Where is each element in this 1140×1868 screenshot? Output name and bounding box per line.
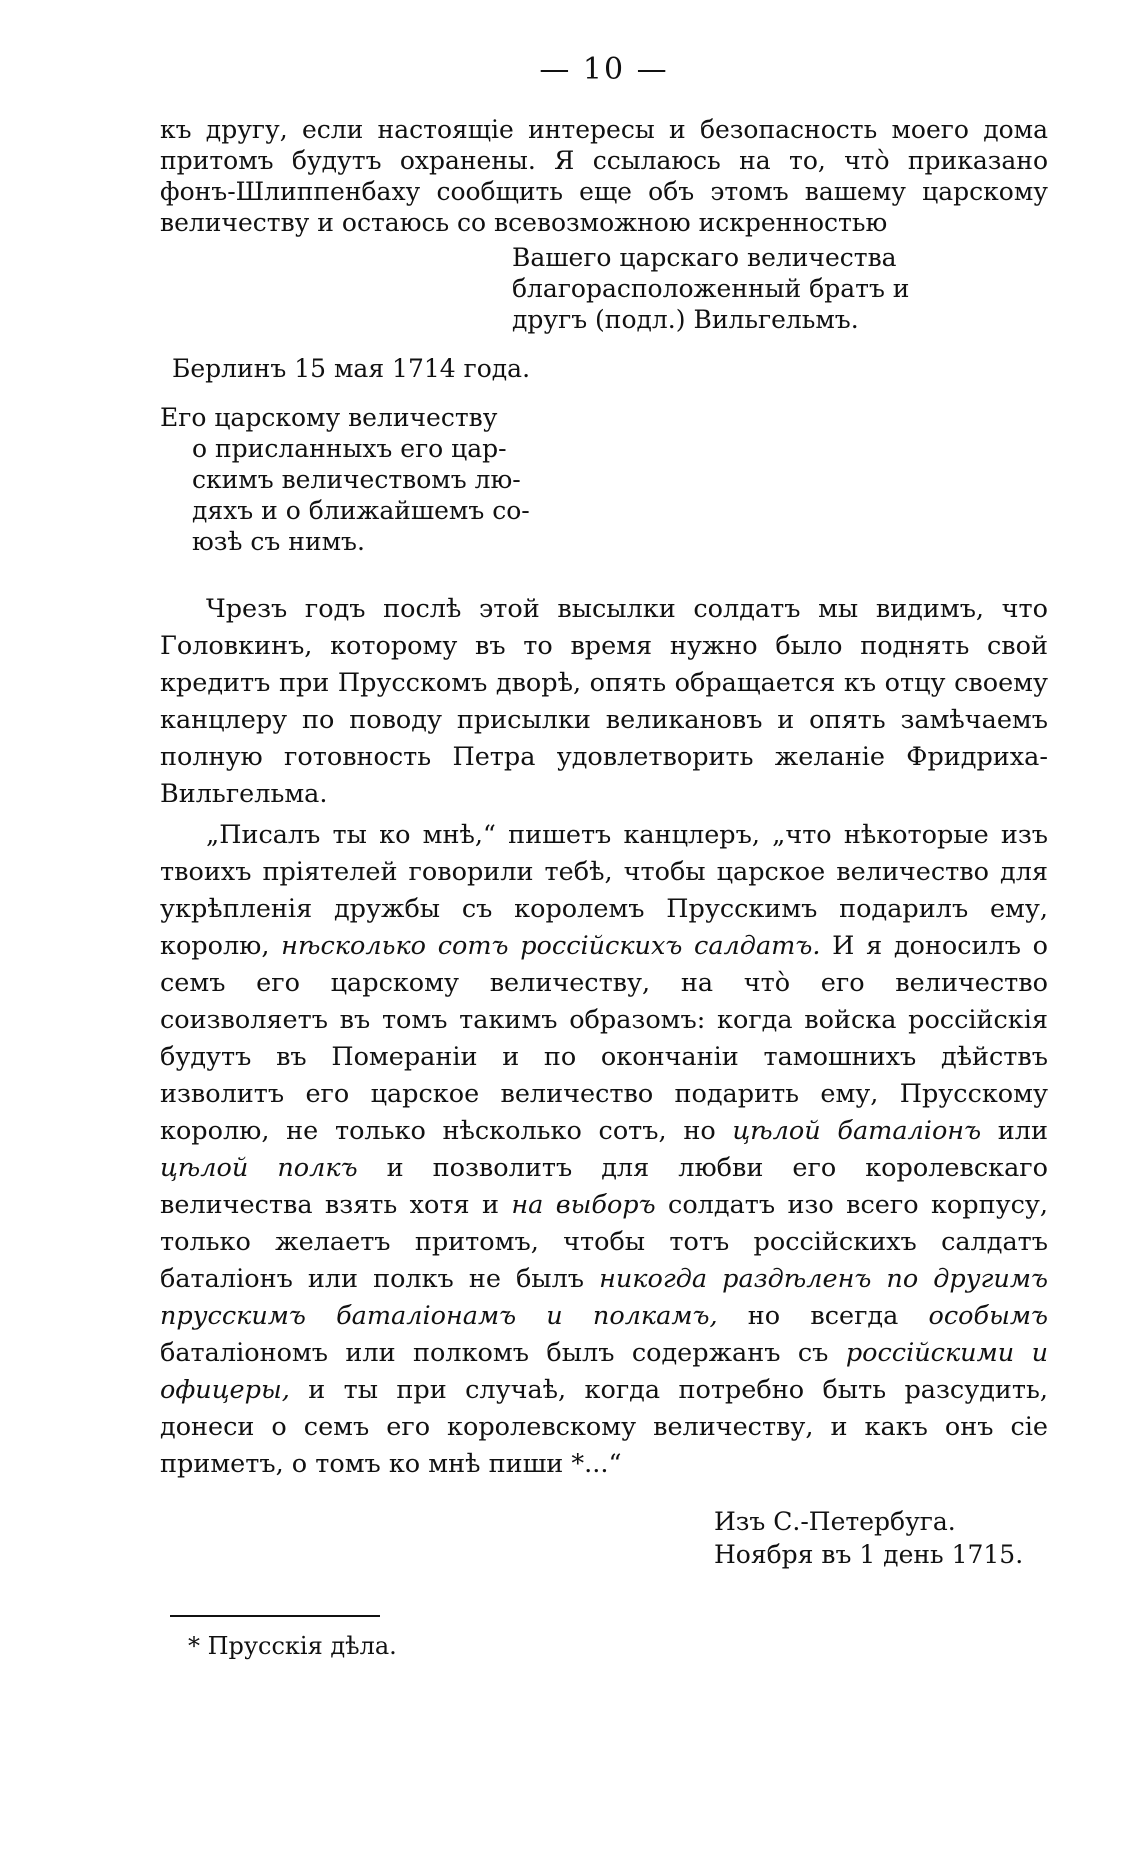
footnote: * Прусскія дѣла.	[188, 1632, 397, 1660]
italic-run: цѣлой баталіонъ	[732, 1116, 982, 1146]
summary-line: дяхъ и о ближайшемъ со-	[192, 496, 530, 525]
page-number: — 10 —	[539, 52, 669, 87]
text-run: солдатъ изо всего корпусу, только желаетъ притомъ, чтобы тотъ россійскихъ салдатъ баталіонъ или полкъ не былъ	[160, 1190, 1048, 1294]
summary-line: юзѣ съ нимъ.	[192, 527, 365, 556]
summary-line: Его царскому величеству	[160, 403, 498, 432]
letter-closing	[512, 242, 992, 335]
text-run: но всегда	[717, 1301, 929, 1331]
closing-line: Вашего царскаго величества	[512, 243, 897, 272]
italic-run: россійскими и офицеры,	[160, 1338, 1049, 1405]
italic-run: на выборъ	[511, 1190, 656, 1220]
closing-line: благорасположенный братъ и	[512, 274, 910, 303]
italic-run: нѣсколько сотъ россійскихъ салдатъ.	[281, 931, 821, 961]
body-text	[160, 591, 1048, 1483]
document-page	[160, 52, 1048, 1661]
sign-off-date: Ноября въ 1 день 1715.	[714, 1540, 1024, 1569]
text-run: И я доносилъ о семъ его царскому величеству, на что̀ его величество соизволяетъ въ томъ такимъ образомъ: когда войска россійскія будутъ въ Помераніи и по окончаніи тамошнихъ дѣйствъ изволитъ его царское величество подарить ему, Прусскому королю, не только нѣсколько сотъ, но	[160, 931, 1049, 1146]
body-paragraph-1: Чрезъ годъ послѣ этой высылки солдатъ мы видимъ, что Головкинъ, которому въ то время нужно было поднять свой кредитъ при Прусскомъ дворѣ, опять обращается къ отцу своему канцлеру по поводу присылки великановъ и опять замѣчаемъ полную готовность Петра удовлетворить желаніе Фридриха-Вильгельма.	[160, 594, 1048, 809]
letter-place-date: Берлинъ 15 мая 1714 года.	[172, 354, 531, 383]
sign-off-place: Изъ С.-Петербуга.	[714, 1507, 956, 1536]
summary-line: о присланныхъ его цар-	[192, 434, 507, 463]
text-run: „Писалъ ты ко мнѣ,“ пишетъ канцлеръ, „что нѣкоторые изъ твоихъ пріятелей говорили тебѣ, чтобы царское величество для укрѣпленія дружбы съ королемъ Прусскимъ подарилъ ему, королю,	[160, 820, 1048, 961]
sign-off	[714, 1505, 1048, 1571]
summary-line: скимъ величествомъ лю-	[192, 465, 521, 494]
letter-summary	[160, 402, 564, 557]
italic-run: особымъ	[928, 1301, 1048, 1331]
italic-run: никогда раздѣленъ по другимъ прусскимъ баталіонамъ и полкамъ,	[160, 1264, 1048, 1331]
italic-run: цѣлой полкъ	[160, 1153, 358, 1183]
text-run: и ты при случаѣ, когда потребно быть разсудить, донеси о семъ его королевскому величеству, и какъ онъ сіе приметъ, о томъ ко мнѣ пиши *...“	[160, 1375, 1048, 1479]
text-run: и позволитъ для любви его королевскаго величества взять хотя и	[160, 1153, 1048, 1220]
body-paragraph-2	[160, 817, 1048, 1483]
closing-line: другъ (подл.) Вильгельмъ.	[512, 305, 859, 334]
footnote-divider	[170, 1615, 380, 1617]
text-run: баталіономъ или полкомъ былъ содержанъ съ	[160, 1338, 846, 1368]
letter-continuation: къ другу, если настоящіе интересы и безопасность моего дома притомъ будутъ охранены. Я ссылаюсь на то, что̀ приказано фонъ-Шлиппенбаху сообщить еще объ этомъ вашему царскому величеству и остаюсь со всевозможною искренностью	[160, 115, 1048, 237]
text-run: или	[981, 1116, 1048, 1146]
